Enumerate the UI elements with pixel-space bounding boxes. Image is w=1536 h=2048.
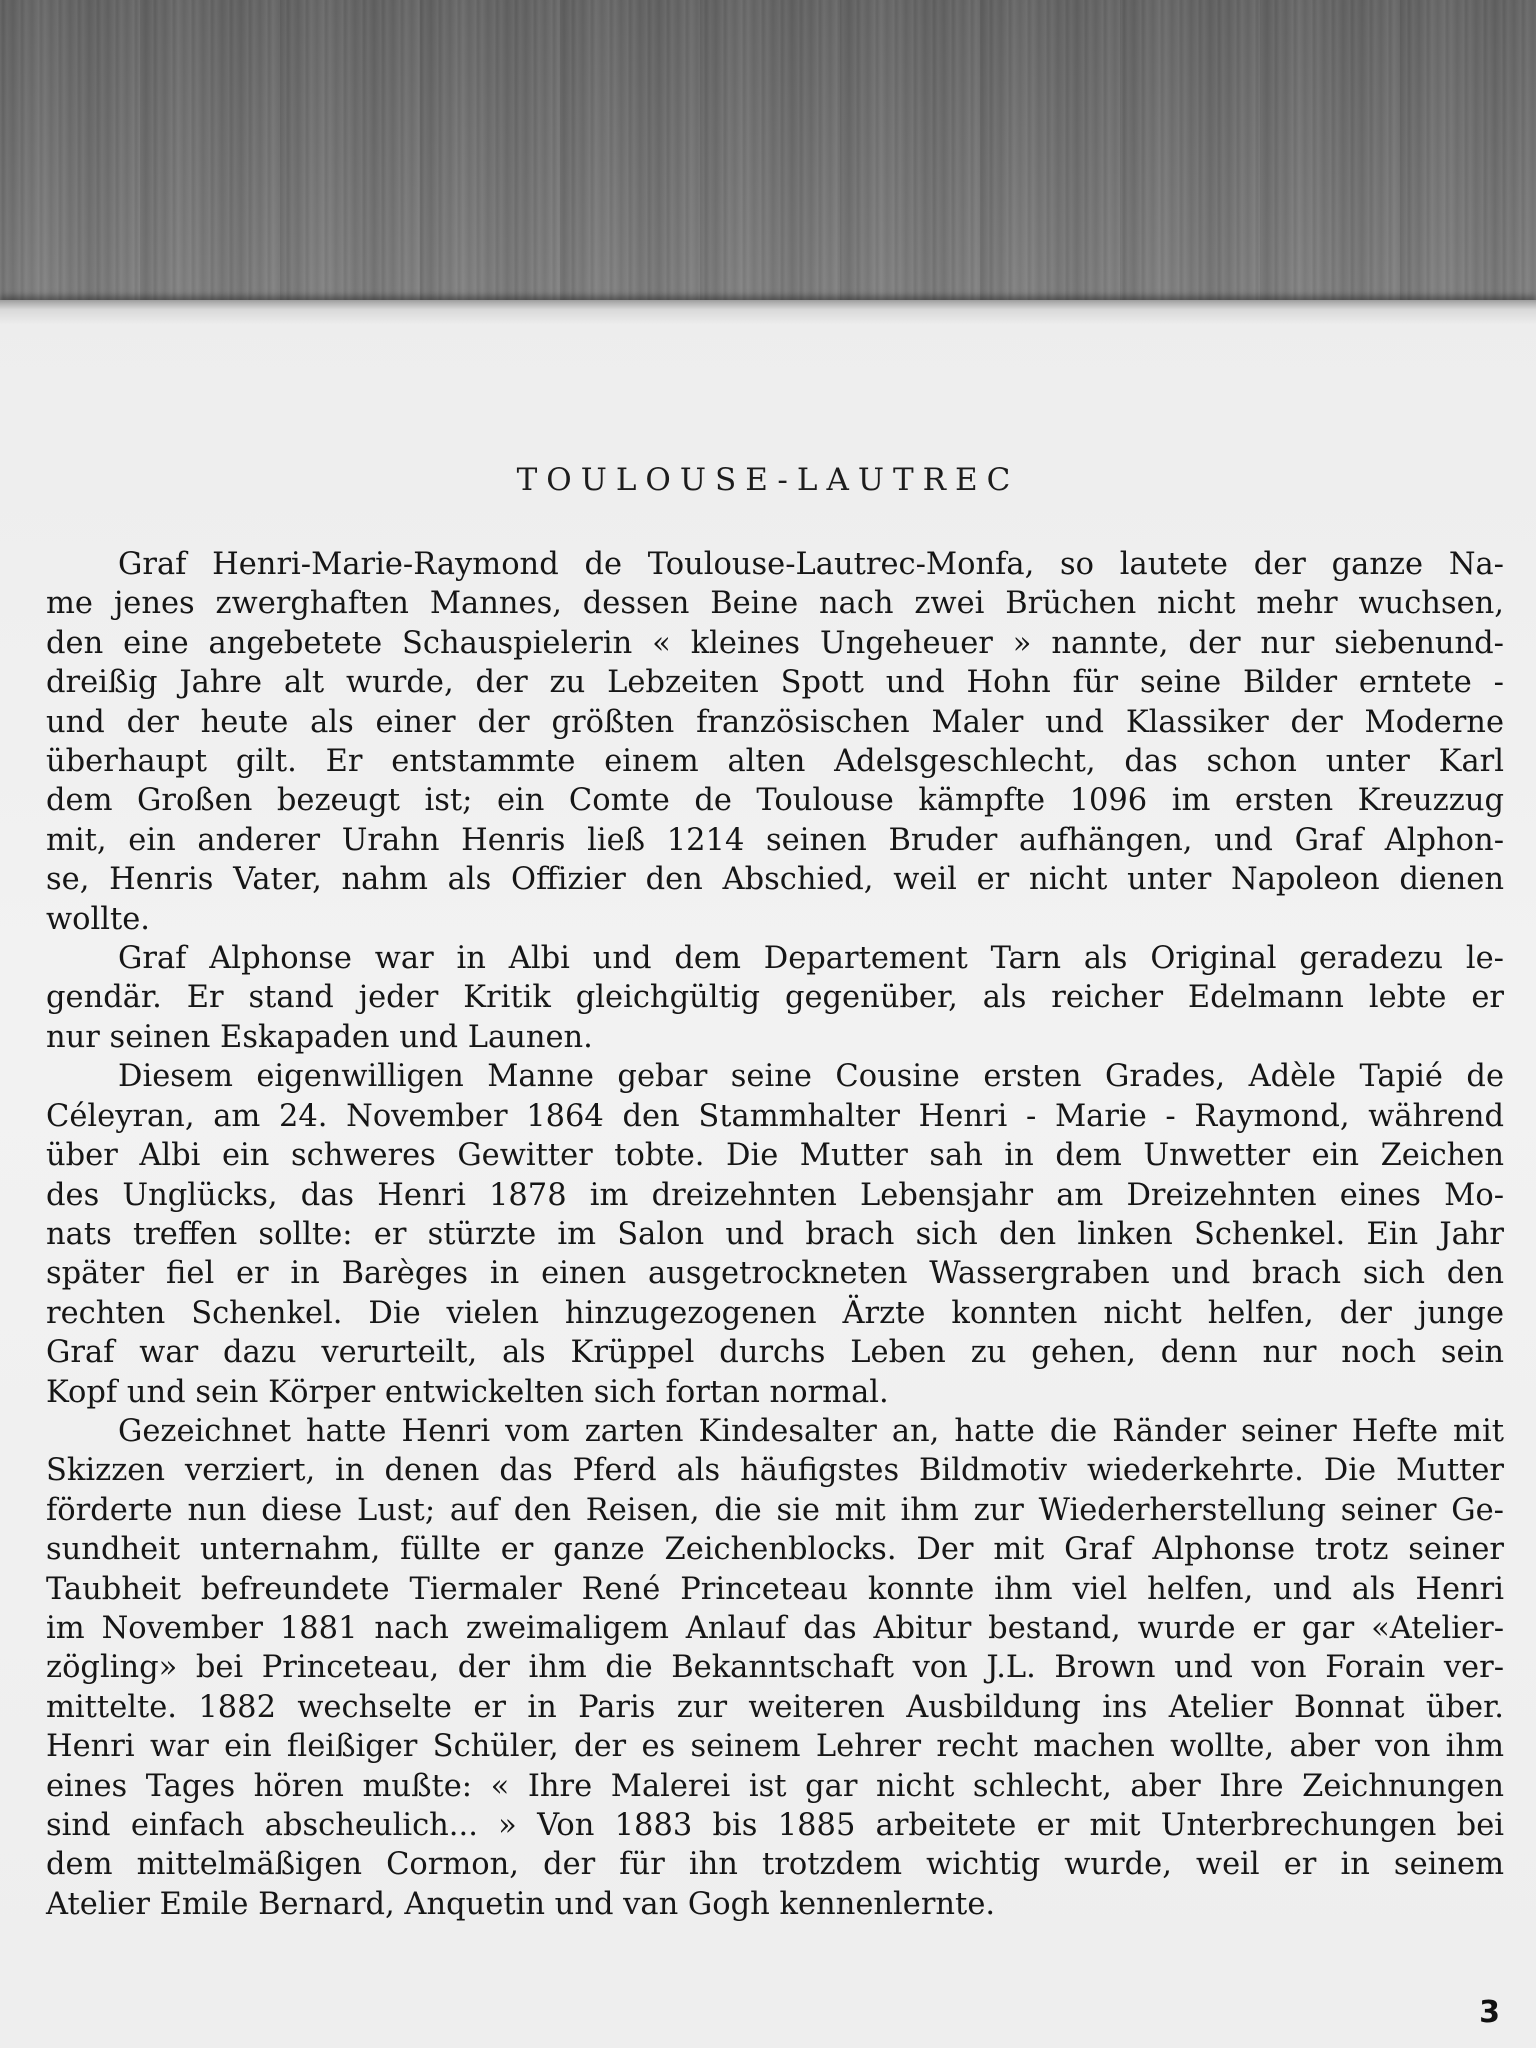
text-line: sundheit unternahm, füllte er ganze Zeichenblocks. Der mit Graf Alphonse trotz seiner xyxy=(46,1532,1504,1568)
text-line: dem mittelmäßigen Cormon, der für ihn trotzdem wichtig wurde, weil er in seinem xyxy=(46,1847,1504,1883)
text-line: förderte nun diese Lust; auf den Reisen, die sie mit ihm zur Wiederherstellung seiner Ge- xyxy=(46,1492,1504,1528)
text-line: gendär. Er stand jeder Kritik gleichgültig gegenüber, als reicher Edelmann lebte er xyxy=(46,980,1504,1016)
text-line: des Unglücks, das Henri 1878 im dreizehnten Lebensjahr am Dreizehnten eines Mo- xyxy=(46,1177,1504,1213)
text-line: nur seinen Eskapaden und Launen. xyxy=(46,1019,593,1055)
text-line: mittelte. 1882 wechselte er in Paris zur weiteren Ausbildung ins Atelier Bonnat über. xyxy=(46,1689,1504,1725)
text-line: Skizzen verziert, in denen das Pferd als häufigstes Bildmotiv wiederkehrte. Die Mutter xyxy=(46,1453,1504,1489)
text-line: Diesem eigenwilligen Manne gebar seine Cousine ersten Grades, Adèle Tapié de xyxy=(118,1059,1504,1095)
page-title: TOULOUSE-LAUTREC xyxy=(516,462,1020,498)
text-line: Kopf und sein Körper entwickelten sich fortan normal. xyxy=(46,1374,889,1410)
body-text xyxy=(46,545,1504,1924)
text-line: dem Großen bezeugt ist; ein Comte de Toulouse kämpfte 1096 im ersten Kreuzzug xyxy=(46,783,1504,819)
text-line: Atelier Emile Bernard, Anquetin und van Gogh kennenlernte. xyxy=(46,1886,996,1922)
text-line: Graf Henri-Marie-Raymond de Toulouse-Lautrec-Monfa, so lautete der ganze Na- xyxy=(118,547,1504,582)
page-top-edge xyxy=(0,300,1536,324)
text-line: überhaupt gilt. Er entstammte einem alten Adelsgeschlecht, das schon unter Karl xyxy=(46,744,1504,780)
text-line: Gezeichnet hatte Henri vom zarten Kindesalter an, hatte die Ränder seiner Hefte mit xyxy=(118,1413,1504,1449)
text-line: dreißig Jahre alt wurde, der zu Lebzeiten Spott und Hohn für seine Bilder erntete - xyxy=(46,665,1504,701)
text-line: später fiel er in Barèges in einen ausgetrockneten Wassergraben und brach sich den xyxy=(46,1256,1504,1292)
text-line: mit, ein anderer Urahn Henris ließ 1214 seinen Bruder aufhängen, und Graf Alphon- xyxy=(46,822,1504,858)
text-line: Céleyran, am 24. November 1864 den Stammhalter Henri - Marie - Raymond, während xyxy=(46,1098,1504,1134)
text-line: zögling» bei Princeteau, der ihm die Bekanntschaft von J.L. Brown und von Forain ver- xyxy=(46,1650,1504,1686)
text-line: wollte. xyxy=(46,901,150,937)
page-number: 3 xyxy=(1479,1995,1500,2030)
wooden-table-background xyxy=(0,0,1536,310)
text-line: eines Tages hören mußte: « Ihre Malerei ist gar nicht schlecht, aber Ihre Zeichnungen xyxy=(46,1768,1504,1804)
text-line: Henri war ein fleißiger Schüler, der es seinem Lehrer recht machen wollte, aber von ihm xyxy=(46,1729,1504,1765)
text-line: me jenes zwerghaften Mannes, dessen Beine nach zwei Brüchen nicht mehr wuchsen, xyxy=(46,586,1504,622)
text-line: Graf Alphonse war in Albi und dem Departement Tarn als Original geradezu le- xyxy=(118,941,1504,977)
text-line: rechten Schenkel. Die vielen hinzugezogenen Ärzte konnten nicht helfen, der junge xyxy=(46,1295,1504,1331)
text-line: nats treffen sollte: er stürzte im Salon und brach sich den linken Schenkel. Ein Jahr xyxy=(46,1216,1504,1252)
text-line: Graf war dazu verurteilt, als Krüppel durchs Leben zu gehen, denn nur noch sein xyxy=(46,1335,1504,1371)
text-line: se, Henris Vater, nahm als Offizier den Abschied, weil er nicht unter Napoleon dienen xyxy=(46,862,1504,898)
text-line: Taubheit befreundete Tiermaler René Princeteau konnte ihm viel helfen, und als Henri xyxy=(46,1571,1504,1607)
text-line: den eine angebetete Schauspielerin « kleines Ungeheuer » nannte, der nur siebenund- xyxy=(46,625,1504,661)
text-line: und der heute als einer der größten französischen Maler und Klassiker der Moderne xyxy=(46,704,1504,740)
text-line: sind einfach abscheulich... » Von 1883 bis 1885 arbeitete er mit Unterbrechungen bei xyxy=(46,1808,1504,1843)
text-line: im November 1881 nach zweimaligem Anlauf das Abitur bestand, wurde er gar «Atelier- xyxy=(46,1610,1504,1646)
text-line: über Albi ein schweres Gewitter tobte. Die Mutter sah in dem Unwetter ein Zeichen xyxy=(46,1138,1504,1174)
